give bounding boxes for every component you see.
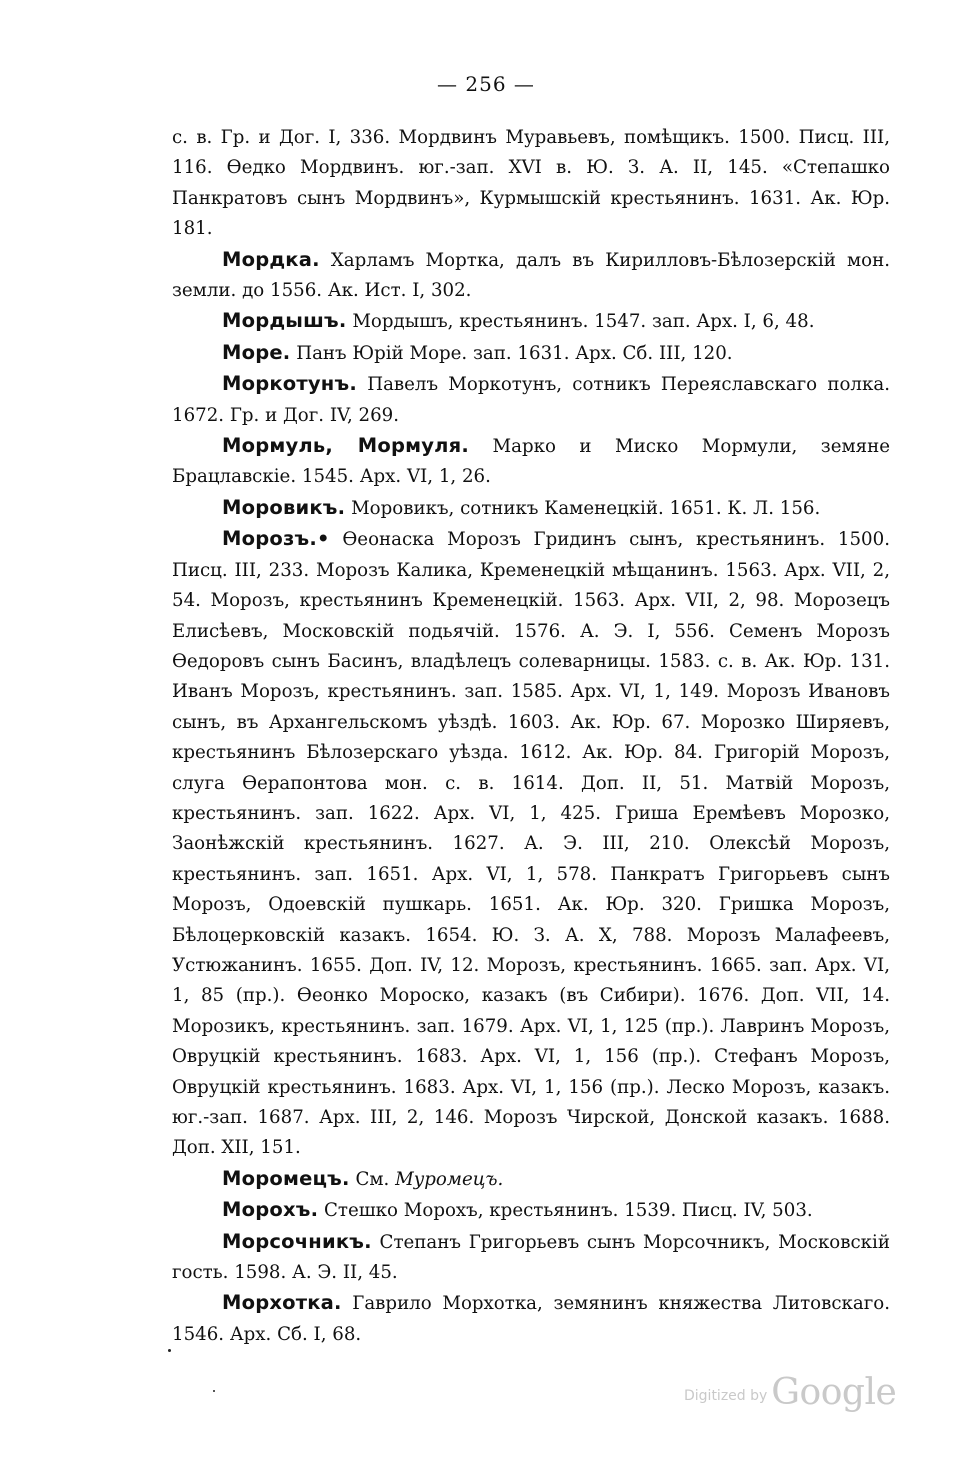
entry-headword: Мордышъ.: [222, 309, 347, 333]
scan-speck: [213, 1390, 215, 1392]
entry-text: Мордышъ, крестьянинъ. 1547. зап. Арх. I, 6, 48.: [352, 311, 815, 333]
entry-headword: Море.: [222, 340, 291, 364]
entry-text: Харламъ Мортка, далъ въ Кирилловъ-Бѣлозерскій мон. земли. до 1556. Ак. Ист. I, 302.: [172, 249, 890, 302]
entry-headword: Моромецъ.: [222, 1166, 350, 1190]
entry-text: Ѳеонаска Морозъ Гридинъ сынъ, крестьянинъ. 1500. Писц. III, 233. Морозъ Калика, Кременецкій мѣщанинъ. 1563. Арх. VII, 2, 54. Морозъ, крестьянинъ Кременецкій. 1563. Арх. VII, 2, 98. Морозецъ Елисѣевъ, Московскій подьячій. 1576. А. Э. I, 556. Семенъ Морозъ Ѳедоровъ сынъ Басинъ, владѣлецъ солеварницы. 1583. с. в. Ак. Юр. 131. Иванъ Морозъ, крестьянинъ. зап. 1585. Арх. VI, 1, 149. Морозъ Ивановъ сынъ, въ Архангельскомъ уѣздѣ. 1603. Ак. Юр. 67. Морозко Ширяевъ, крестьянинъ Бѣлозерскаго уѣзда. 1612. Ак. Юр. 84. Григорій Морозъ, слуга Ѳерапонтова мон. с. в. 1614. Доп. II, 51. Матвій Морозъ, крестьянинъ. зап. 1622. Арх. VI, 1, 425. Гриша Еремѣевъ Морозко, Заонѣжскій крестьянинъ. 1627. А. Э. III, 210. Олексѣй Морозъ, крестьянинъ. зап. 1651. Арх. VI, 1, 578. Панкратъ Григорьевъ сынъ Морозъ, Одоевскій пушкарь. 1651. Ак. Юр. 320. Гришка Морозъ, Бѣлоцерковскій казакъ. 1654. Ю. З. А. X, 788. Морозъ Малафеевъ, Устюжанинъ. 1655. Доп. IV, 12. Морозъ, крестьянинъ. 1665. зап. Арх. VI, 1, 85 (пр.). Ѳеонко Мороско, казакъ (въ Сибири). 1676. Доп. VII, 14. Морозикъ, крестьянинъ. зап. 1679. Арх. VI, 1, 125 (пр.). Лавринъ Морозъ, Овруцкій крестьянинъ. 1683. Арх. VI, 1, 156 (пр.). Стефанъ Морозъ, Овруцкій крестьянинъ. 1683. Арх. VI, 1, 156 (пр.). Леско Морозъ, казакъ. юг.-зап. 1687. Арх. III, 2, 146. Морозъ Чирской, Донской казакъ. 1688. Доп. XII, 151.: [172, 529, 890, 1159]
page-number: — 256 —: [437, 72, 535, 96]
entry-mormul: [172, 431, 890, 493]
entry-moroz: [172, 524, 890, 1164]
entry-more: [172, 338, 890, 369]
digitized-watermark: [684, 1372, 904, 1422]
entry-headword: Морсочникъ.: [222, 1229, 372, 1253]
entry-headword: Морхотка.: [222, 1291, 342, 1315]
cross-reference: Муромецъ.: [395, 1168, 504, 1190]
entry-mordka: [172, 245, 890, 307]
entry-headword: Моровикъ.: [222, 495, 346, 519]
entry-morovik: [172, 493, 890, 524]
entry-morkotun: [172, 369, 890, 431]
entry-text: Павелъ Моркотунъ, сотникъ Переяславскаго полка. 1672. Гр. и Дог. IV, 269.: [172, 374, 890, 426]
google-logo: Google: [771, 1372, 897, 1413]
entry-morsochnik: [172, 1227, 890, 1289]
continuation-paragraph: с. в. Гр. и Дог. I, 336. Мордвинъ Муравьевъ, помѣщикъ. 1500. Писц. III, 116. Ѳедко Мордвинъ. юг.-зап. XVI в. Ю. З. А. II, 145. «Степашко Панкратовъ сынъ Мордвинъ», Курмышскій крестьянинъ. 1631. Ак. Юр. 181.: [172, 127, 890, 240]
entry-text: См.: [355, 1168, 390, 1190]
entry-text: Марко и Миско Мормули, земяне Брацлавскіе. 1545. Арх. VI, 1, 26.: [172, 436, 890, 488]
watermark-prefix: Digitized by: [684, 1388, 768, 1404]
entry-moromets: [172, 1164, 890, 1195]
scan-speck: [168, 1349, 171, 1352]
entry-headword: Моркотунъ.: [222, 372, 357, 396]
entry-headword: Морохъ.: [222, 1198, 319, 1222]
entry-headword: Мордка.: [222, 247, 320, 271]
dictionary-text: [172, 123, 890, 1350]
entry-mordysh: [172, 306, 890, 337]
entry-text: Степанъ Григорьевъ сынъ Морсочникъ, Московскій гость. 1598. А. Э. II, 45.: [172, 1231, 890, 1284]
entry-text: Гаврило Морхотка, земянинъ княжества Литовскаго. 1546. Арх. Сб. I, 68.: [172, 1293, 890, 1345]
entry-headword: Морозъ.•: [222, 527, 330, 551]
entry-text: Панъ Юрій Море. зап. 1631. Арх. Сб. III, 120.: [296, 342, 733, 364]
entry-text: Стешко Морохъ, крестьянинъ. 1539. Писц. IV, 503.: [324, 1200, 813, 1222]
entry-text: Моровикъ, сотникъ Каменецкій. 1651. К. Л. 156.: [351, 497, 821, 519]
entry-morokh: [172, 1195, 890, 1226]
entry-morkhotka: [172, 1288, 890, 1350]
entry-headword: Мормуль, Мормуля.: [222, 434, 469, 458]
